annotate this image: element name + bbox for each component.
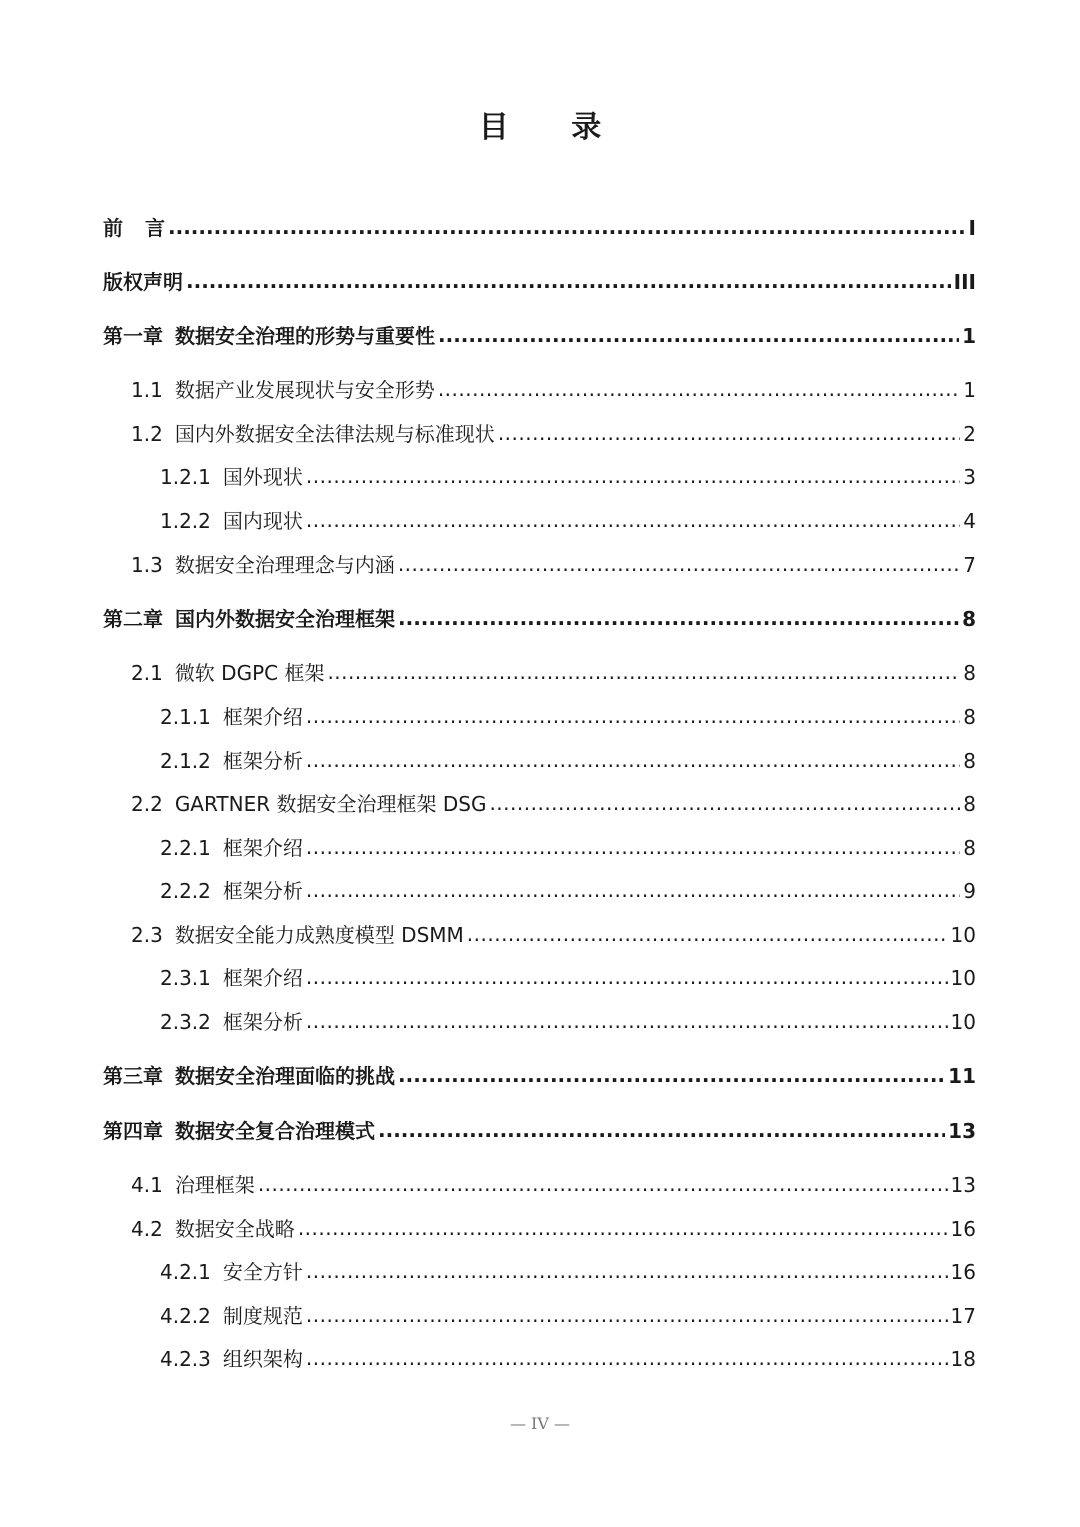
toc-entry-number: 第三章: [103, 1064, 163, 1088]
toc-entry-number: 2.3: [131, 923, 163, 947]
toc-entry-label: 版权声明: [103, 270, 183, 294]
toc-entry-page: III: [953, 270, 976, 294]
toc-entry-label: 组织架构: [222, 1347, 303, 1371]
toc-entry-title: [131, 789, 486, 819]
toc-dot-leader: [398, 549, 960, 579]
toc-entry-number: 2.1.1: [160, 705, 211, 729]
toc-entry[interactable]: [160, 1257, 976, 1287]
toc-entry[interactable]: [160, 1007, 976, 1037]
toc-dot-leader: [306, 701, 960, 731]
toc-dot-leader: [186, 266, 951, 296]
toc-entry-number: 4.2.3: [160, 1347, 211, 1371]
toc-dot-leader: [258, 1169, 948, 1199]
toc-entry-page: 3: [963, 465, 976, 489]
toc-entry-number: 第二章: [103, 607, 163, 631]
toc-entry-number: 4.1: [131, 1173, 163, 1197]
toc-entry-page: 9: [963, 879, 976, 903]
toc-entry-page: 16: [950, 1217, 976, 1241]
toc-entry-label: 制度规范: [222, 1304, 303, 1328]
toc-entry-page: 1: [963, 378, 976, 402]
toc-entry[interactable]: [131, 550, 976, 580]
toc-entry-page: 8: [963, 836, 976, 860]
toc-dot-leader: [438, 374, 960, 404]
toc-entry-page: 10: [950, 1010, 976, 1034]
toc-entry[interactable]: [160, 462, 976, 492]
toc-entry[interactable]: [131, 789, 976, 819]
toc-entry-title: [160, 506, 303, 536]
toc-entry-label: 数据安全治理的形势与重要性: [175, 324, 435, 348]
toc-entry[interactable]: [103, 1061, 976, 1091]
toc-entry-label: 框架分析: [222, 1010, 303, 1034]
toc-dot-leader: [438, 320, 959, 350]
toc-entry[interactable]: [131, 419, 976, 449]
toc-entry-label: 框架介绍: [222, 966, 303, 990]
toc-entry-page: 18: [950, 1347, 976, 1371]
toc-entry-label: 国内外数据安全法律法规与标准现状: [174, 422, 495, 446]
toc-dot-leader: [306, 1300, 948, 1330]
toc-entry-number: 4.2: [131, 1217, 163, 1241]
toc-entry-label: 微软 DGPC 框架: [174, 661, 325, 685]
toc-entry-page: 8: [963, 749, 976, 773]
toc-entry-page: I: [968, 216, 976, 240]
toc-dot-leader: [467, 919, 948, 949]
toc-entry-page: 1: [962, 324, 976, 348]
toc-entry-number: 1.2.1: [160, 465, 211, 489]
toc-entry[interactable]: [131, 1214, 976, 1244]
toc-entry-label: 框架介绍: [222, 836, 303, 860]
toc-entry-number: 2.2: [131, 792, 163, 816]
toc-entry-title: [131, 920, 464, 950]
toc-entry-title: [160, 833, 303, 863]
toc-entry-title: [131, 375, 435, 405]
toc-entry-page: 13: [950, 1173, 976, 1197]
toc-entry[interactable]: [160, 1301, 976, 1331]
toc-entry-page: 8: [963, 705, 976, 729]
toc-entry-label: 国内现状: [222, 509, 303, 533]
toc-entry-page: 11: [948, 1064, 976, 1088]
toc-dot-leader: [306, 461, 960, 491]
toc-dot-leader: [489, 788, 960, 818]
toc-entry-label: 数据安全复合治理模式: [175, 1119, 375, 1143]
toc-entry-number: 2.3.1: [160, 966, 211, 990]
toc-entry-label: 安全方针: [222, 1260, 303, 1284]
toc-entry-label: 框架分析: [222, 879, 303, 903]
toc-entry-number: 2.3.2: [160, 1010, 211, 1034]
toc-entry-page: 16: [950, 1260, 976, 1284]
toc-dot-leader: [398, 1060, 945, 1090]
toc-dot-leader: [398, 603, 959, 633]
toc-entry-number: 第四章: [103, 1119, 163, 1143]
toc-entry[interactable]: [131, 1170, 976, 1200]
toc-dot-leader: [298, 1213, 948, 1243]
toc-entry-label: 言: [145, 216, 165, 240]
toc-entry[interactable]: [103, 604, 976, 634]
toc-entry-label: GARTNER 数据安全治理框架 DSG: [174, 792, 487, 816]
toc-entry[interactable]: [160, 876, 976, 906]
toc-entry-title: [103, 267, 183, 297]
toc-dot-leader: [306, 745, 960, 775]
toc-entry-title: [103, 213, 165, 243]
toc-entry-number: 1.2: [131, 422, 163, 446]
toc-entry-label: 国外现状: [222, 465, 303, 489]
toc-dot-leader: [378, 1115, 945, 1145]
toc-entry-number: 第一章: [103, 324, 163, 348]
toc-entry-page: 8: [963, 661, 976, 685]
page-number-footer: — IV —: [509, 1414, 571, 1433]
toc-entry[interactable]: [160, 963, 976, 993]
toc-entry-label: 框架分析: [222, 749, 303, 773]
toc-entry-number: 前: [103, 216, 123, 240]
toc-entry-title: [131, 1214, 295, 1244]
toc-dot-leader: [327, 657, 960, 687]
toc-entry-number: 2.1: [131, 661, 163, 685]
toc-entry-label: 数据安全治理面临的挑战: [175, 1064, 395, 1088]
toc-entry-title: [131, 419, 495, 449]
page-title: 目 录: [478, 110, 628, 145]
toc-entry-label: 数据安全能力成熟度模型 DSMM: [174, 923, 464, 947]
toc-entry-number: 2.2.1: [160, 836, 211, 860]
toc-dot-leader: [306, 962, 948, 992]
toc-entry-label: 数据安全战略: [174, 1217, 295, 1241]
toc-entry-title: [131, 550, 395, 580]
toc-entry-page: 10: [950, 923, 976, 947]
toc-entry-title: [160, 746, 303, 776]
toc-entry[interactable]: [160, 833, 976, 863]
toc-entry-number: 4.2.2: [160, 1304, 211, 1328]
toc-entry[interactable]: [160, 746, 976, 776]
toc-entry-title: [160, 1007, 303, 1037]
toc-dot-leader: [168, 212, 966, 242]
toc-entry[interactable]: [103, 321, 976, 351]
toc-entry[interactable]: [131, 920, 976, 950]
toc-entry[interactable]: [103, 213, 976, 243]
toc-entry-title: [160, 1257, 303, 1287]
toc-entry-number: 2.2.2: [160, 879, 211, 903]
toc-entry-page: 8: [963, 792, 976, 816]
toc-entry-title: [131, 658, 324, 688]
toc-entry-label: 数据产业发展现状与安全形势: [174, 378, 435, 402]
toc-entry[interactable]: [160, 1344, 976, 1374]
toc-entry-title: [103, 1061, 395, 1091]
toc-dot-leader: [498, 418, 960, 448]
toc-dot-leader: [306, 1256, 948, 1286]
toc-entry-title: [160, 1301, 303, 1331]
toc-entry-title: [160, 876, 303, 906]
toc-entry-title: [103, 604, 395, 634]
toc-entry[interactable]: [160, 506, 976, 536]
toc-entry[interactable]: [160, 702, 976, 732]
toc-entry[interactable]: [103, 1116, 976, 1146]
toc-entry-page: 10: [950, 966, 976, 990]
toc-entry-label: 国内外数据安全治理框架: [175, 607, 395, 631]
toc-dot-leader: [306, 875, 960, 905]
toc-entry-number: 2.1.2: [160, 749, 211, 773]
toc-entry-label: 治理框架: [174, 1173, 255, 1197]
toc-entry[interactable]: [131, 375, 976, 405]
toc-entry-title: [131, 1170, 255, 1200]
toc-entry-label: 数据安全治理理念与内涵: [174, 553, 395, 577]
toc-entry-page: 2: [963, 422, 976, 446]
toc-entry-title: [160, 963, 303, 993]
toc-dot-leader: [306, 1006, 948, 1036]
toc-entry-page: 13: [948, 1119, 976, 1143]
toc-entry-title: [103, 1116, 375, 1146]
toc-entry-label: 框架介绍: [222, 705, 303, 729]
toc-entry[interactable]: [103, 267, 976, 297]
toc-entry-number: 1.2.2: [160, 509, 211, 533]
toc-entry-title: [103, 321, 435, 351]
toc-entry-title: [160, 702, 303, 732]
toc-entry-number: 4.2.1: [160, 1260, 211, 1284]
toc-entry-number: 1.3: [131, 553, 163, 577]
toc-dot-leader: [306, 832, 960, 862]
toc-entry-number: 1.1: [131, 378, 163, 402]
toc-entry-title: [160, 462, 303, 492]
toc-entry-title: [160, 1344, 303, 1374]
toc-dot-leader: [306, 505, 960, 535]
toc-entry-page: 8: [962, 607, 976, 631]
toc-entry-page: 7: [963, 553, 976, 577]
toc-entry[interactable]: [131, 658, 976, 688]
toc-entry-page: 4: [963, 509, 976, 533]
toc-entry-page: 17: [950, 1304, 976, 1328]
toc-dot-leader: [306, 1343, 948, 1373]
